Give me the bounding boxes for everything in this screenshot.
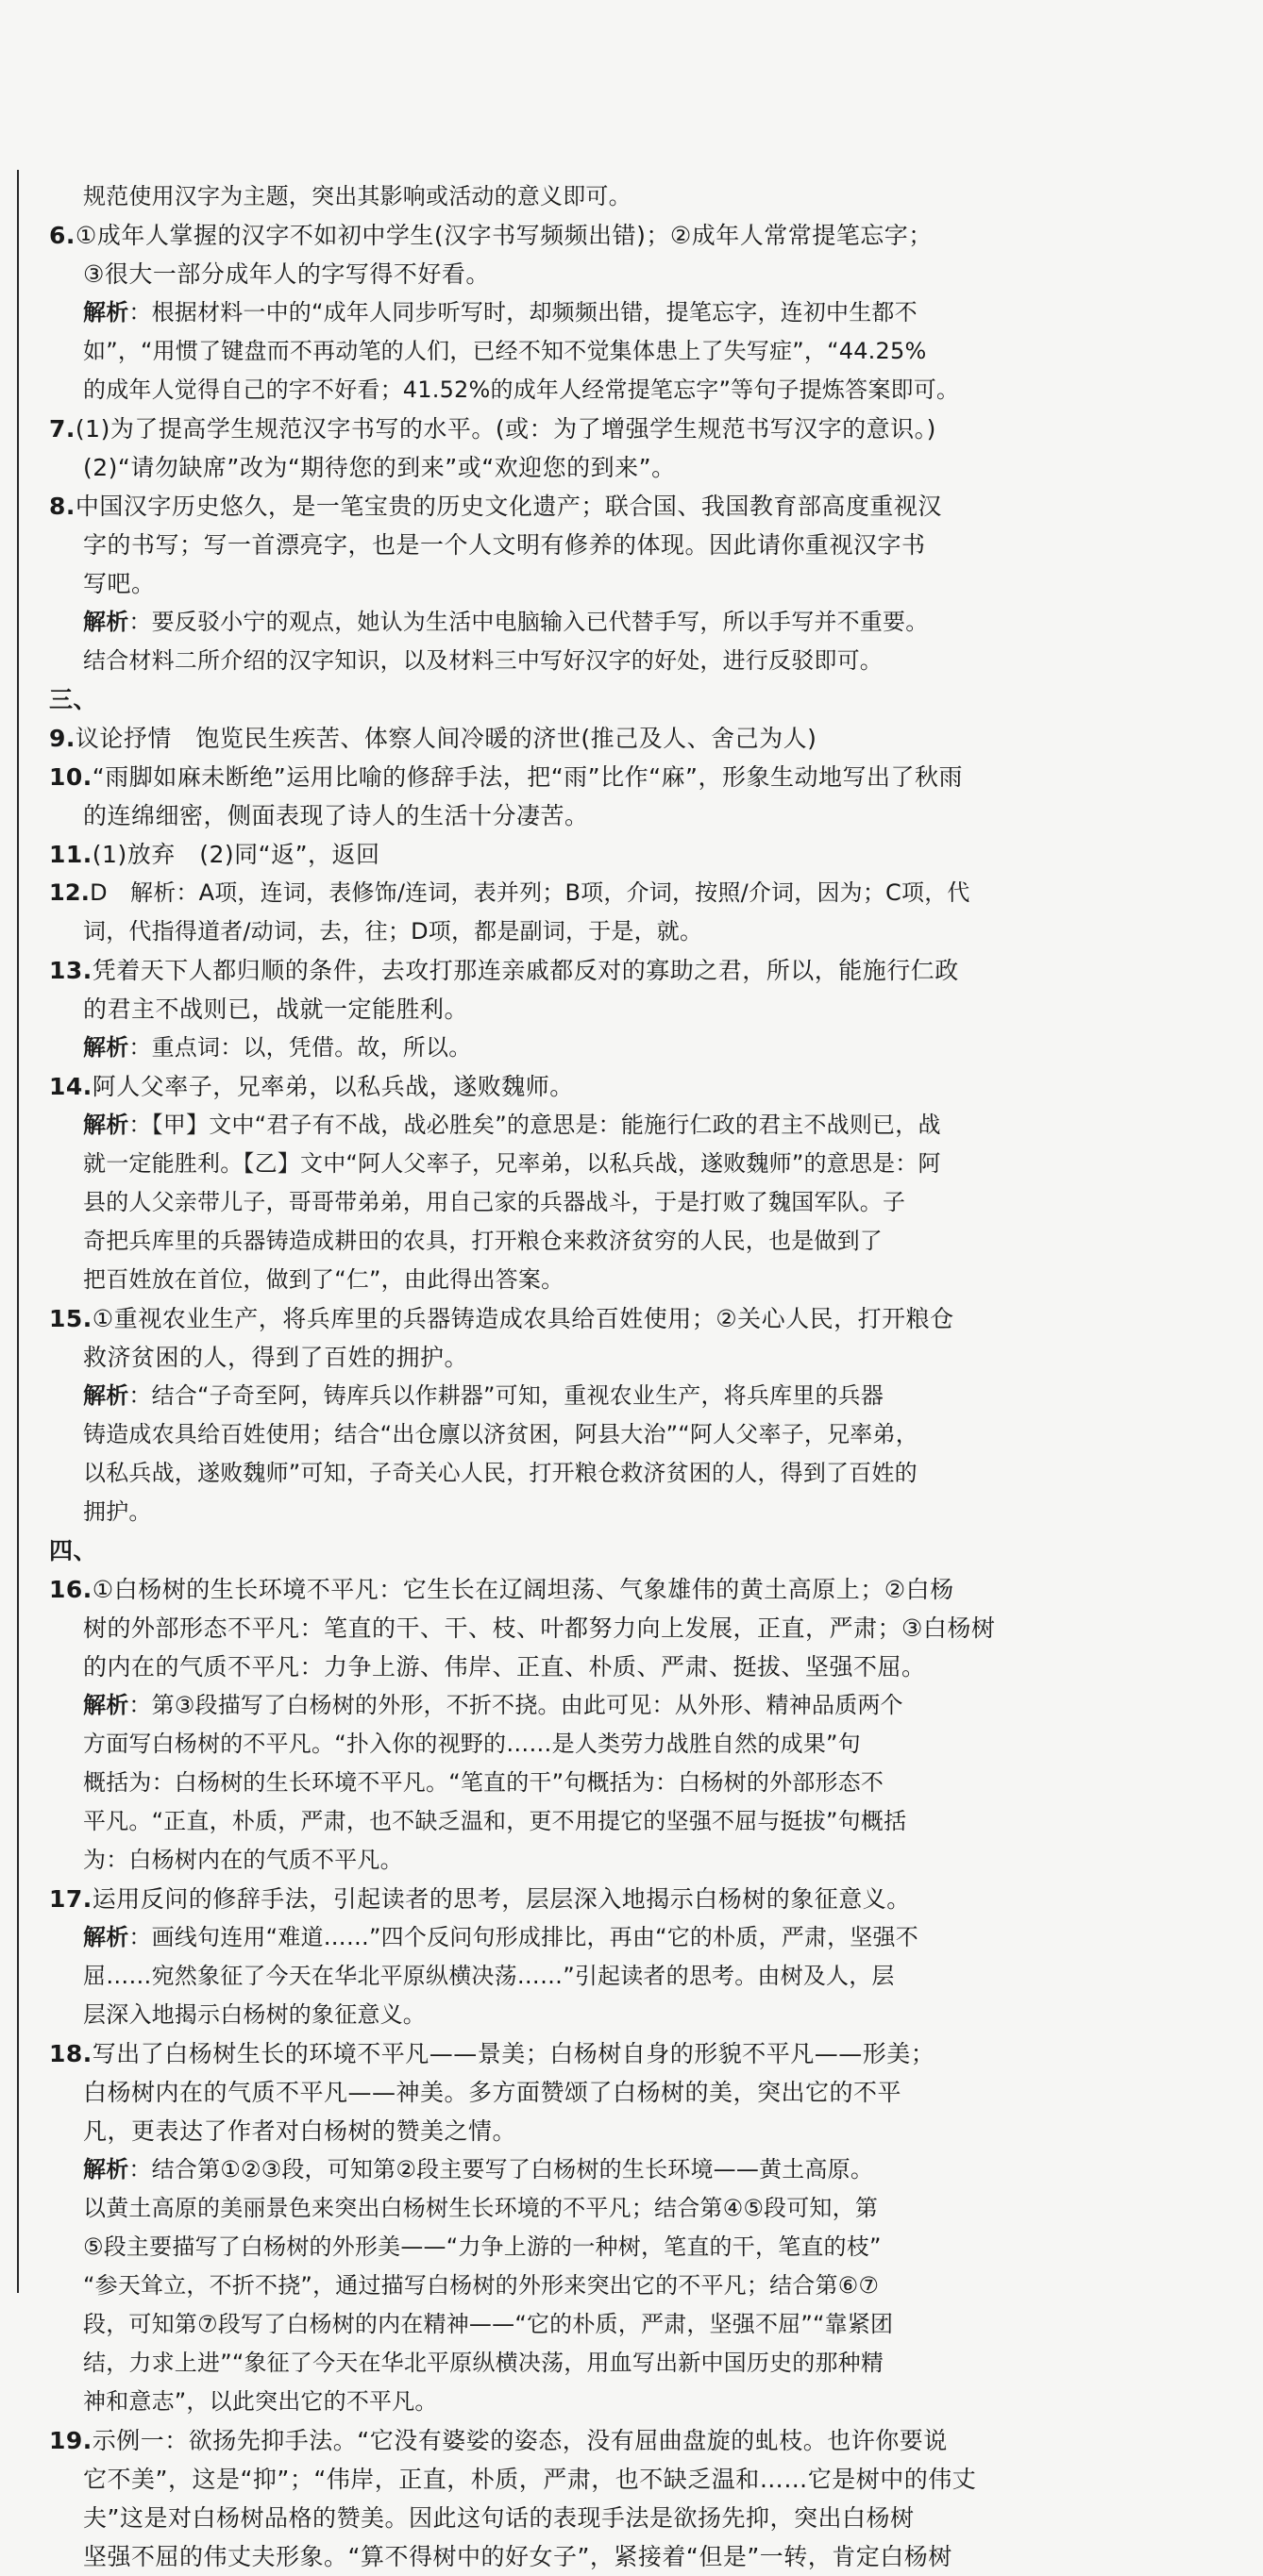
line-text: 夫”这是对白杨树品格的赞美。因此这句话的表现手法是欲扬先抑，突出白杨树 [83, 2504, 915, 2532]
item-number: 10. [49, 763, 93, 791]
line-text: ：画线句连用“难道……”四个反问句形成排比，再由“它的朴质，严肃，坚强不 [128, 1924, 918, 1950]
analysis-label: 解析 [83, 1034, 129, 1061]
item-number: 18. [49, 2040, 93, 2067]
item-number: 15. [49, 1305, 93, 1332]
item-number: 19. [49, 2427, 93, 2454]
text-line [49, 1454, 1050, 1493]
line-text: ⑤段主要描写了白杨树的外形美——“力争上游的一种树，笔直的干，笔直的枝” [83, 2233, 882, 2260]
line-text: ③很大一部分成年人的字写得不好看。 [83, 260, 490, 288]
line-text: ①成年人掌握的汉字不如初中学生(汉字书写频频出错)；②成年人常常提笔忘字； [75, 222, 933, 249]
item-number: 三、 [49, 686, 98, 713]
text-line [49, 1880, 1050, 1918]
line-text: ：结合第①②③段，可知第②段主要写了白杨树的生长环境——黄土高原。 [128, 2156, 874, 2183]
line-text: 屈……宛然象征了今天在华北平原纵横决荡……”引起读者的思考。由树及人，层 [83, 1963, 895, 1989]
text-line [49, 448, 1050, 487]
line-text: 层深入地揭示白杨树的象征意义。 [83, 2001, 426, 2028]
item-number: 8. [49, 493, 76, 520]
text-line [49, 2034, 1050, 2073]
text-line [49, 1686, 1050, 1725]
item-number: 16. [49, 1576, 93, 1603]
line-text: 的内在的气质不平凡：力争上游、伟岸、正直、朴质、严肃、挺拔、坚强不屈。 [83, 1653, 926, 1681]
text-line [49, 216, 1050, 255]
text-line [49, 2421, 1050, 2460]
line-text: 阿人父率子，兄率弟，以私兵战，遂败魏师。 [92, 1073, 574, 1100]
line-text: ：结合“子奇至阿，铸库兵以作耕器”可知，重视农业生产，将兵库里的兵器 [128, 1382, 884, 1409]
item-number: 14. [49, 1073, 93, 1100]
analysis-label: 解析 [83, 1382, 129, 1409]
line-text: 凭着天下人都归顺的条件，去攻打那连亲戚都反对的寡助之君，所以，能施行仁政 [92, 957, 959, 984]
text-line [49, 487, 1050, 526]
text-line [49, 680, 1050, 719]
text-line [49, 1493, 1050, 1531]
analysis-label: 解析 [83, 1112, 129, 1138]
analysis-label: 解析 [83, 1692, 129, 1718]
text-line [49, 564, 1050, 603]
text-line [49, 758, 1050, 796]
line-text: “参天耸立，不折不挠”，通过描写白杨树的外形来突出它的不平凡；结合第⑥⑦ [83, 2272, 880, 2299]
line-text: 神和意志”，以此突出它的不平凡。 [83, 2388, 438, 2415]
item-number: 12. [49, 879, 91, 906]
text-line [49, 2383, 1050, 2421]
text-line [49, 642, 1050, 680]
line-text: 示例一：欲扬先抑手法。“它没有婆娑的姿态，没有屈曲盘旋的虬枝。也许你要说 [92, 2427, 948, 2454]
text-line [49, 1067, 1050, 1106]
line-text: (1)放弃 (2)同“返”，返回 [92, 841, 380, 868]
text-line [49, 874, 1050, 912]
line-text: ①重视农业生产，将兵库里的兵器铸造成农具给百姓使用；②关心人民，打开粮仓 [92, 1305, 954, 1332]
line-text: 铸造成农具给百姓使用；结合“出仓廪以济贫困，阿县大治”“阿人父率子，兄率弟， [83, 1421, 918, 1447]
text-line [49, 1222, 1050, 1261]
line-text: ：第③段描写了白杨树的外形，不折不挠。由此可见：从外形、精神品质两个 [128, 1692, 903, 1718]
text-line [49, 1377, 1050, 1415]
text-line [49, 2150, 1050, 2189]
line-text: 坚强不屈的伟丈夫形象。“算不得树中的好女子”，紧接着“但是”一转，肯定白杨树 [83, 2543, 952, 2570]
text-line [49, 1725, 1050, 1764]
analysis-label: 解析 [83, 2156, 129, 2183]
text-line [49, 1029, 1050, 1067]
text-line [49, 1957, 1050, 1996]
item-number: 7. [49, 415, 76, 443]
item-number: 6. [49, 222, 76, 249]
text-line [49, 2499, 1050, 2537]
line-text: (2)“请勿缺席”改为“期待您的到来”或“欢迎您的到来”。 [83, 454, 676, 481]
text-line [49, 371, 1050, 410]
analysis-label: 解析 [83, 299, 129, 326]
line-text: (1)为了提高学生规范汉字书写的水平。(或：为了增强学生规范书写汉字的意识。) [75, 415, 936, 443]
line-text: 救济贫困的人，得到了百姓的拥护。 [83, 1344, 469, 1371]
text-line [49, 2537, 1050, 2576]
text-line [49, 2112, 1050, 2150]
line-text: 的君主不战则已，战就一定能胜利。 [83, 995, 469, 1023]
text-line [49, 1609, 1050, 1648]
line-text: 拥护。 [83, 1498, 152, 1525]
line-text: 结合材料二所介绍的汉字知识，以及材料三中写好汉字的好处，进行反驳即可。 [83, 647, 883, 674]
item-number: 11. [49, 841, 93, 868]
line-text: 运用反问的修辞手法，引起读者的思考，层层深入地揭示白杨树的象征意义。 [92, 1885, 911, 1913]
text-line [49, 912, 1050, 951]
line-text: 议论抒情 饱览民生疾苦、体察人间冷暖的济世(推己及人、舍己为人) [75, 725, 817, 752]
text-line [49, 1145, 1050, 1183]
line-text: 中国汉字历史悠久，是一笔宝贵的历史文化遗产；联合国、我国教育部高度重视汉 [75, 493, 942, 520]
text-line [49, 990, 1050, 1029]
line-text: ：重点词：以，凭借。故，所以。 [128, 1034, 472, 1061]
text-line [49, 2344, 1050, 2383]
text-line [49, 2073, 1050, 2112]
line-text: ：根据材料一中的“成年人同步听写时，却频频出错，提笔忘字，连初中生都不 [128, 299, 918, 326]
line-text: ：要反驳小宁的观点，她认为生活中电脑输入已代替手写，所以手写并不重要。 [128, 609, 929, 635]
text-line [49, 1531, 1050, 1570]
text-line [49, 951, 1050, 990]
text-line [49, 332, 1050, 371]
line-text: 奇把兵库里的兵器铸造成耕田的农具，打开粮仓来救济贫穷的人民，也是做到了 [83, 1228, 883, 1254]
text-line [49, 835, 1050, 874]
analysis-label: 解析 [83, 609, 129, 635]
text-line [49, 2267, 1050, 2305]
text-line [49, 1802, 1050, 1841]
line-text: 把百姓放在首位，做到了“仁”，由此得出答案。 [83, 1266, 564, 1293]
item-number: 17. [49, 1885, 93, 1913]
line-text: 字的书写；写一首漂亮字，也是一个人文明有修养的体现。因此请你重视汉字书 [83, 531, 926, 559]
item-number: 13. [49, 957, 93, 984]
line-text: 以私兵战，遂败魏师”可知，子奇关心人民，打开粮仓救济贫困的人，得到了百姓的 [83, 1460, 918, 1486]
line-text: 的连绵细密，侧面表现了诗人的生活十分凄苦。 [83, 802, 589, 829]
text-line [49, 719, 1050, 758]
text-line [49, 603, 1050, 642]
line-text: “雨脚如麻未断绝”运用比喻的修辞手法，把“雨”比作“麻”，形象生动地写出了秋雨 [92, 763, 964, 791]
line-text: 词，代指得道者/动词，去，往；D项，都是副词，于是，就。 [83, 918, 703, 945]
line-text: 写出了白杨树生长的环境不平凡——景美；白杨树自身的形貌不平凡——形美； [92, 2040, 935, 2067]
text-line [49, 2228, 1050, 2267]
item-number: 9. [49, 725, 76, 752]
analysis-label: 解析 [83, 1924, 129, 1950]
text-line [49, 1570, 1050, 1609]
text-line [49, 1841, 1050, 1880]
line-text: D 解析：A项，连词，表修饰/连词，表并列；B项，介词，按照/介词，因为；C项，代 [90, 879, 970, 906]
line-text: 为：白杨树内在的气质不平凡。 [83, 1847, 403, 1873]
line-text: 就一定能胜利。【乙】文中“阿人父率子，兄率弟，以私兵战，遂败魏师”的意思是：阿 [83, 1150, 941, 1177]
text-line [49, 1106, 1050, 1145]
text-line [49, 1183, 1050, 1222]
text-line [49, 1299, 1050, 1338]
line-text: 它不美”，这是“抑”；“伟岸，正直，朴质，严肃，也不缺乏温和……它是树中的伟丈 [83, 2466, 977, 2493]
text-line [49, 410, 1050, 448]
line-text: 以黄土高原的美丽景色来突出白杨树生长环境的不平凡；结合第④⑤段可知，第 [83, 2195, 879, 2221]
text-line [49, 1261, 1050, 1299]
line-text: 结，力求上进”“象征了今天在华北平原纵横决荡，用血写出新中国历史的那种精 [83, 2350, 884, 2376]
text-line [49, 796, 1050, 835]
line-text: ①白杨树的生长环境不平凡：它生长在辽阔坦荡、气象雄伟的黄土高原上；②白杨 [92, 1576, 954, 1603]
line-text: 县的人父亲带儿子，哥哥带弟弟，用自己家的兵器战斗，于是打败了魏国军队。子 [83, 1189, 906, 1215]
line-text: 规范使用汉字为主题，突出其影响或活动的意义即可。 [83, 183, 632, 209]
line-text: 白杨树内在的气质不平凡——神美。多方面赞颂了白杨树的美，突出它的不平 [83, 2079, 902, 2106]
line-text: 段，可知第⑦段写了白杨树的内在精神——“它的朴质，严肃，坚强不屈”“靠紧团 [83, 2311, 894, 2337]
text-line [49, 1338, 1050, 1377]
line-text: 概括为：白杨树的生长环境不平凡。“笔直的干”句概括为：白杨树的外部形态不 [83, 1769, 884, 1796]
line-text: 写吧。 [83, 570, 156, 597]
line-text: 凡，更表达了作者对白杨树的赞美之情。 [83, 2117, 517, 2145]
text-line [49, 2460, 1050, 2499]
margin-rule [17, 170, 19, 2293]
text-line [49, 255, 1050, 293]
text-line [49, 1415, 1050, 1454]
text-line [49, 526, 1050, 564]
item-number: 四、 [49, 1537, 98, 1564]
line-text: 如”，“用惯了键盘而不再动笔的人们，已经不知不觉集体患上了失写症”，“44.25% [83, 338, 927, 364]
line-text: 的成年人觉得自己的字不好看；41.52%的成年人经常提笔忘字”等句子提炼答案即可。 [83, 376, 960, 403]
text-line [49, 2305, 1050, 2344]
text-line [49, 1648, 1050, 1686]
text-line [49, 1918, 1050, 1957]
answer-text [49, 177, 1050, 2576]
text-line [49, 1996, 1050, 2034]
line-text: 平凡。“正直，朴质，严肃，也不缺乏温和，更不用提它的坚强不屈与挺拔”句概括 [83, 1808, 907, 1834]
text-line [49, 177, 1050, 216]
text-line [49, 2189, 1050, 2228]
line-text: 树的外部形态不平凡：笔直的干、干、枝、叶都努力向上发展，正直，严肃；③白杨树 [83, 1614, 996, 1642]
text-line [49, 293, 1050, 332]
line-text: 方面写白杨树的不平凡。“扑入你的视野的……是人类劳力战胜自然的成果”句 [83, 1731, 861, 1757]
line-text: ：【甲】文中“君子有不战，战必胜矣”的意思是：能施行仁政的君主不战则已，战 [128, 1112, 941, 1138]
text-line [49, 1764, 1050, 1802]
